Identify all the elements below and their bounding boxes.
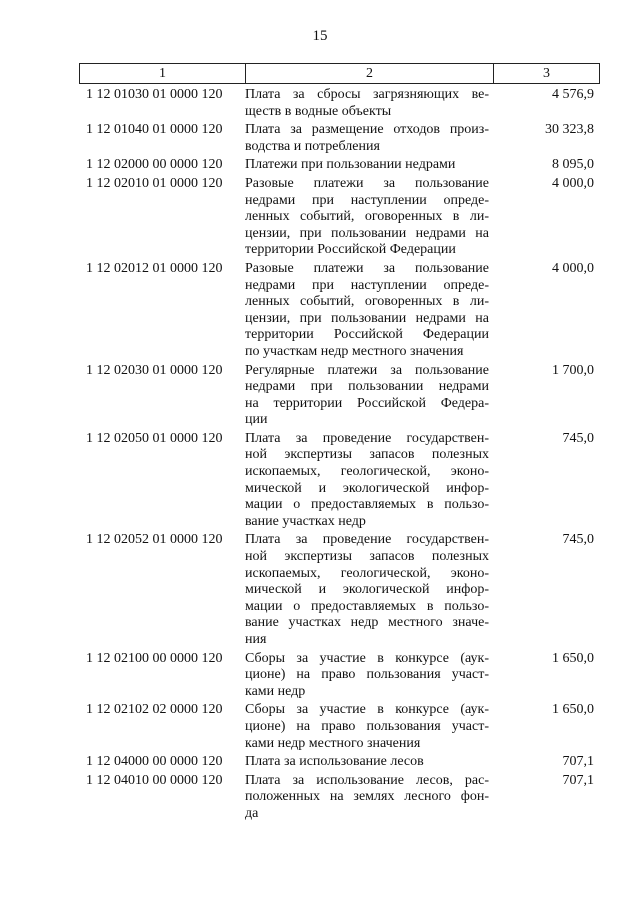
row-name	[245, 122, 489, 155]
row-name-line: ископаемых, геологической, эконо-	[245, 464, 489, 480]
column-header-name: 2	[246, 64, 494, 83]
row-name	[245, 754, 489, 771]
row-amount: 707,1	[562, 772, 594, 788]
row-name-line: Плата за сбросы загрязняющих ве-	[245, 87, 489, 102]
row-amount: 745,0	[562, 430, 594, 446]
row-code: 1 12 02012 01 0000 120	[86, 260, 223, 276]
row-name-line: Плата за использование лесов, рас-	[245, 772, 489, 788]
row-name-line: недрами при наступлении опреде-	[245, 192, 489, 208]
table-row	[79, 651, 600, 701]
table-row	[79, 176, 600, 259]
table-row	[79, 122, 600, 155]
row-name-line: недрами при наступлении опреде-	[245, 277, 489, 293]
row-name-line: ленных событий, оговоренных в ли-	[245, 294, 489, 310]
row-name-line: на территории Российской Федера-	[245, 395, 489, 411]
row-name-line: цензии, при пользовании недрами на	[245, 225, 489, 241]
row-name-line: ной экспертизы запасов полезных	[245, 549, 489, 565]
row-name-line: Платежи при пользовании недрами	[245, 157, 456, 173]
row-code: 1 12 02100 00 0000 120	[86, 650, 223, 666]
table-row	[79, 702, 600, 752]
row-name-line: территории Российской Федерации	[245, 242, 456, 258]
row-code: 1 12 02010 01 0000 120	[86, 175, 223, 191]
budget-table	[79, 63, 600, 825]
table-row	[79, 261, 600, 361]
page-number: 15	[312, 28, 328, 44]
row-name	[245, 702, 489, 752]
row-name-line: ции	[245, 412, 268, 428]
row-code: 1 12 02052 01 0000 120	[86, 532, 223, 548]
row-name-line: Плата за размещение отходов произ-	[245, 122, 489, 138]
row-name-line: ископаемых, геологической, эконо-	[245, 565, 489, 581]
table-row	[79, 532, 600, 648]
row-name-line: Сборы за участие в конкурсе (аук-	[245, 650, 489, 666]
row-name-line: вание участках недр	[245, 513, 366, 529]
row-name-line: Разовые платежи за пользование	[245, 260, 489, 276]
row-name-line: ленных событий, оговоренных в ли-	[245, 209, 489, 225]
table-body	[79, 87, 600, 823]
row-name-line: вание участках недр местного значе-	[245, 615, 489, 631]
row-name-line: мации о предоставляемых в пользо-	[245, 497, 489, 513]
row-code: 1 12 04010 00 0000 120	[86, 772, 223, 788]
row-name-line: Плата за проведение государствен-	[245, 430, 489, 446]
row-name-line: цензии, при пользовании недрами на	[245, 310, 489, 326]
table-row	[79, 754, 600, 771]
row-name	[245, 176, 489, 259]
row-amount: 1 700,0	[552, 362, 594, 378]
row-name-line: да	[245, 805, 259, 821]
row-name-line: по участкам недр местного значения	[245, 343, 464, 359]
row-name-line: Сборы за участие в конкурсе (аук-	[245, 702, 489, 718]
row-name-line: водства и потребления	[245, 138, 380, 154]
row-code: 1 12 02050 01 0000 120	[86, 430, 223, 446]
row-name-line: мической и экологической инфор-	[245, 480, 489, 496]
row-name-line: Разовые платежи за пользование	[245, 175, 489, 191]
row-amount: 745,0	[562, 532, 594, 548]
row-name-line: Плата за проведение государствен-	[245, 532, 489, 548]
row-amount: 4 000,0	[552, 260, 594, 276]
row-code: 1 12 02000 00 0000 120	[86, 157, 223, 173]
table-row	[79, 363, 600, 429]
row-amount: 1 650,0	[552, 702, 594, 718]
row-name	[245, 363, 489, 429]
table-header	[79, 63, 600, 84]
column-header-amount: 3	[543, 66, 550, 81]
row-code: 1 12 01040 01 0000 120	[86, 122, 223, 138]
column-header-code: 1	[80, 64, 246, 83]
row-amount: 4 000,0	[552, 175, 594, 191]
row-code: 1 12 01030 01 0000 120	[86, 87, 223, 102]
row-name-line: ционе) на право пользования участ-	[245, 667, 489, 683]
row-code: 1 12 02102 02 0000 120	[86, 702, 223, 718]
row-amount: 30 323,8	[545, 122, 594, 138]
row-amount: 1 650,0	[552, 650, 594, 666]
row-name-line: ществ в водные объекты	[245, 103, 392, 119]
row-name-line: ной экспертизы запасов полезных	[245, 447, 489, 463]
row-name-line: мации о предоставляемых в пользо-	[245, 598, 489, 614]
row-name-line: Плата за использование лесов	[245, 754, 424, 770]
row-name-line: мической и экологической инфор-	[245, 582, 489, 598]
row-name	[245, 773, 489, 823]
table-row	[79, 431, 600, 531]
row-name-line: ками недр местного значения	[245, 735, 421, 751]
row-name	[245, 157, 489, 174]
row-name-line: положенных на землях лесного фон-	[245, 789, 489, 805]
row-name-line: территории Российской Федерации	[245, 327, 489, 343]
row-name	[245, 261, 489, 361]
row-name-line: ками недр	[245, 683, 306, 699]
row-name-line: ционе) на право пользования участ-	[245, 718, 489, 734]
row-name-line: ния	[245, 632, 267, 647]
table-row	[79, 773, 600, 823]
row-name	[245, 87, 489, 120]
row-name-line: Регулярные платежи за пользование	[245, 362, 489, 378]
table-row	[79, 87, 600, 120]
row-amount: 707,1	[562, 754, 594, 770]
row-amount: 8 095,0	[552, 157, 594, 173]
row-code: 1 12 04000 00 0000 120	[86, 754, 223, 770]
row-amount: 4 576,9	[552, 87, 594, 102]
row-name-line: недрами при пользовании недрами	[245, 379, 489, 395]
row-name	[245, 651, 489, 701]
row-name	[245, 532, 489, 648]
row-code: 1 12 02030 01 0000 120	[86, 362, 223, 378]
table-row	[79, 157, 600, 174]
row-name	[245, 431, 489, 531]
